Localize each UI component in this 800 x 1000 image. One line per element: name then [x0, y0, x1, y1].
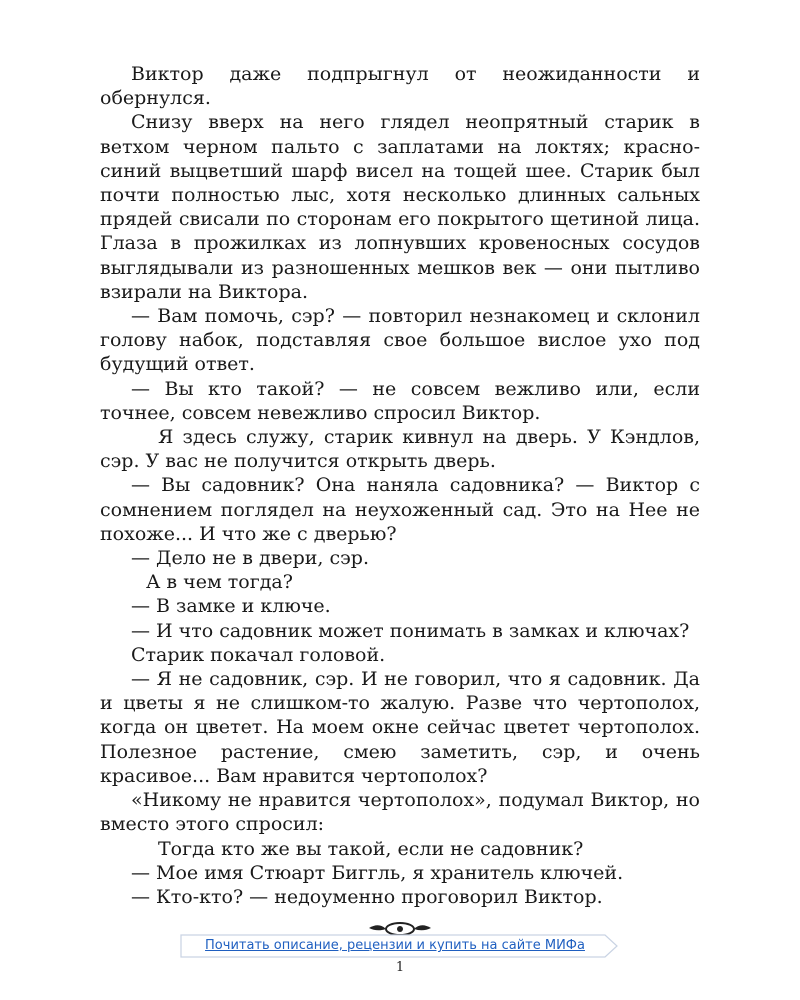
- paragraph: — Мое имя Стюарт Биггль, я хранитель ключей.: [131, 861, 624, 884]
- paragraph: Старик покачал головой.: [131, 643, 386, 666]
- paragraph: — Вы садовник? Она наняла садовника? — Виктор с сомнением поглядел на неухоженный сад. Это на Нее не похоже... И что же с дверью?: [100, 474, 700, 545]
- paragraph: А в чем тогда?: [146, 571, 293, 594]
- paragraph: — В замке и ключе.: [131, 595, 331, 618]
- paragraph: Я здесь служу, старик кивнул на дверь. У Кэндлов, сэр. У вас не получится открыть дверь.: [100, 426, 700, 473]
- paragraph: — Вам помочь, сэр? — повторил незнакомец и склонил голову набок, подставляя свое большое вислое ухо под будущий ответ.: [100, 305, 700, 376]
- purchase-link[interactable]: Почитать описание, рецензии и купить на сайте МИФа: [205, 938, 585, 953]
- purchase-banner[interactable]: [180, 934, 620, 958]
- paragraph: Тогда кто же вы такой, если не садовник?: [158, 837, 584, 860]
- paragraph: — Я не садовник, сэр. И не говорил, что я садовник. Да и цветы я не слишком-то жалую. Разве что чертополох, когда он цветет. На моем окне сейчас цветет чертополох. Полезное растение, смею заметить, сэр, и очень красивое... Вам нравится чертополох?: [100, 668, 700, 787]
- paragraph: «Никому не нравится чертополох», подумал Виктор, но вместо этого спросил:: [100, 789, 700, 836]
- page-number: 1: [395, 960, 405, 975]
- paragraph: Снизу вверх на него глядел неопрятный старик в ветхом черном пальто с заплатами на локтях; красно-синий выцветший шарф висел на тощей шее. Старик был почти полностью лыс, хотя несколько длинных сальных прядей свисали по сторонам его покрытого щетиной лица. Глаза в прожилках из лопнувших кровеносных сосудов выглядывали из разношенных мешков век — они пытливо взирали на Виктора.: [100, 111, 700, 303]
- paragraph: — Дело не в двери, сэр.: [131, 547, 369, 570]
- paragraph: — Вы кто такой? — не совсем вежливо или, если точнее, совсем невежливо спросил Виктор.: [100, 377, 700, 424]
- book-page-text: [100, 62, 700, 909]
- paragraph: Виктор даже подпрыгнул от неожиданности и обернулся.: [100, 63, 700, 110]
- paragraph: — Кто-кто? — недоуменно проговорил Виктор.: [131, 885, 603, 908]
- paragraph: — И что садовник может понимать в замках и ключах?: [131, 619, 690, 642]
